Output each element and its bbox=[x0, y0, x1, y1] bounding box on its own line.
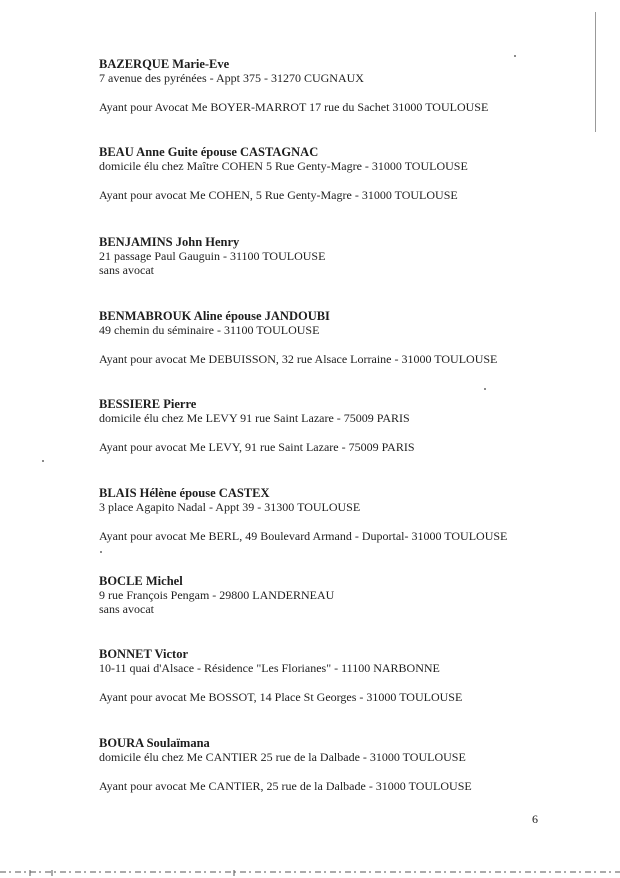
entry-name: BEAU Anne Guite épouse CASTAGNAC bbox=[99, 145, 319, 159]
page-number: 6 bbox=[532, 812, 538, 826]
entry-name: BAZERQUE Marie-Eve bbox=[99, 57, 230, 71]
entry-address: domicile élu chez Maître COHEN 5 Rue Genty-Magre - 31000 TOULOUSE bbox=[99, 159, 468, 173]
margin-line bbox=[595, 12, 596, 132]
entry-lawyer: Ayant pour avocat Me BOSSOT, 14 Place St Georges - 31000 TOULOUSE bbox=[99, 690, 463, 704]
entry-name: BESSIERE Pierre bbox=[99, 397, 197, 411]
entry-name: BOCLE Michel bbox=[99, 574, 183, 588]
entry-bonnet bbox=[99, 647, 462, 704]
scan-speck bbox=[514, 55, 516, 57]
entry-benmabrouk bbox=[99, 309, 497, 366]
entry-boura bbox=[99, 736, 472, 793]
entry-name: BLAIS Hélène épouse CASTEX bbox=[99, 486, 270, 500]
entry-no-lawyer: sans avocat bbox=[99, 602, 154, 616]
entry-no-lawyer: sans avocat bbox=[99, 263, 154, 277]
entry-address: 3 place Agapito Nadal - Appt 39 - 31300 TOULOUSE bbox=[99, 500, 361, 514]
entry-address: 10-11 quai d'Alsace - Résidence "Les Florianes" - 11100 NARBONNE bbox=[99, 661, 440, 675]
scan-speck bbox=[484, 388, 486, 390]
entry-address: 49 chemin du séminaire - 31100 TOULOUSE bbox=[99, 323, 320, 337]
entry-name: BONNET Victor bbox=[99, 647, 189, 661]
entry-lawyer: Ayant pour Avocat Me BOYER-MARROT 17 rue du Sachet 31000 TOULOUSE bbox=[99, 100, 489, 114]
entry-name: BENMABROUK Aline épouse JANDOUBI bbox=[99, 309, 330, 323]
entry-lawyer: Ayant pour avocat Me LEVY, 91 rue Saint Lazare - 75009 PARIS bbox=[99, 440, 415, 454]
entry-bessiere bbox=[99, 397, 415, 454]
entry-address: 9 rue François Pengam - 29800 LANDERNEAU bbox=[99, 588, 335, 602]
scan-speck bbox=[100, 551, 102, 553]
scan-speck bbox=[42, 460, 44, 462]
entry-lawyer: Ayant pour avocat Me CANTIER, 25 rue de la Dalbade - 31000 TOULOUSE bbox=[99, 779, 472, 793]
entry-lawyer: Ayant pour avocat Me COHEN, 5 Rue Genty-Magre - 31000 TOULOUSE bbox=[99, 188, 458, 202]
entry-lawyer: Ayant pour avocat Me DEBUISSON, 32 rue Alsace Lorraine - 31000 TOULOUSE bbox=[99, 352, 498, 366]
entry-address: 21 passage Paul Gauguin - 31100 TOULOUSE bbox=[99, 249, 326, 263]
entry-name: BOURA Soulaïmana bbox=[99, 736, 210, 750]
entry-name: BENJAMINS John Henry bbox=[99, 235, 240, 249]
entry-address: 7 avenue des pyrénées - Appt 375 - 31270 CUGNAUX bbox=[99, 71, 364, 85]
entry-address: domicile élu chez Me LEVY 91 rue Saint Lazare - 75009 PARIS bbox=[99, 411, 410, 425]
entry-blais bbox=[99, 486, 507, 543]
entry-benjamins bbox=[99, 235, 325, 277]
entry-bazerque bbox=[99, 57, 488, 114]
entry-lawyer: Ayant pour avocat Me BERL, 49 Boulevard Armand - Duportal- 31000 TOULOUSE bbox=[99, 529, 508, 543]
entry-address: domicile élu chez Me CANTIER 25 rue de la Dalbade - 31000 TOULOUSE bbox=[99, 750, 466, 764]
entry-bocle bbox=[99, 574, 334, 616]
entry-beau bbox=[99, 145, 468, 202]
